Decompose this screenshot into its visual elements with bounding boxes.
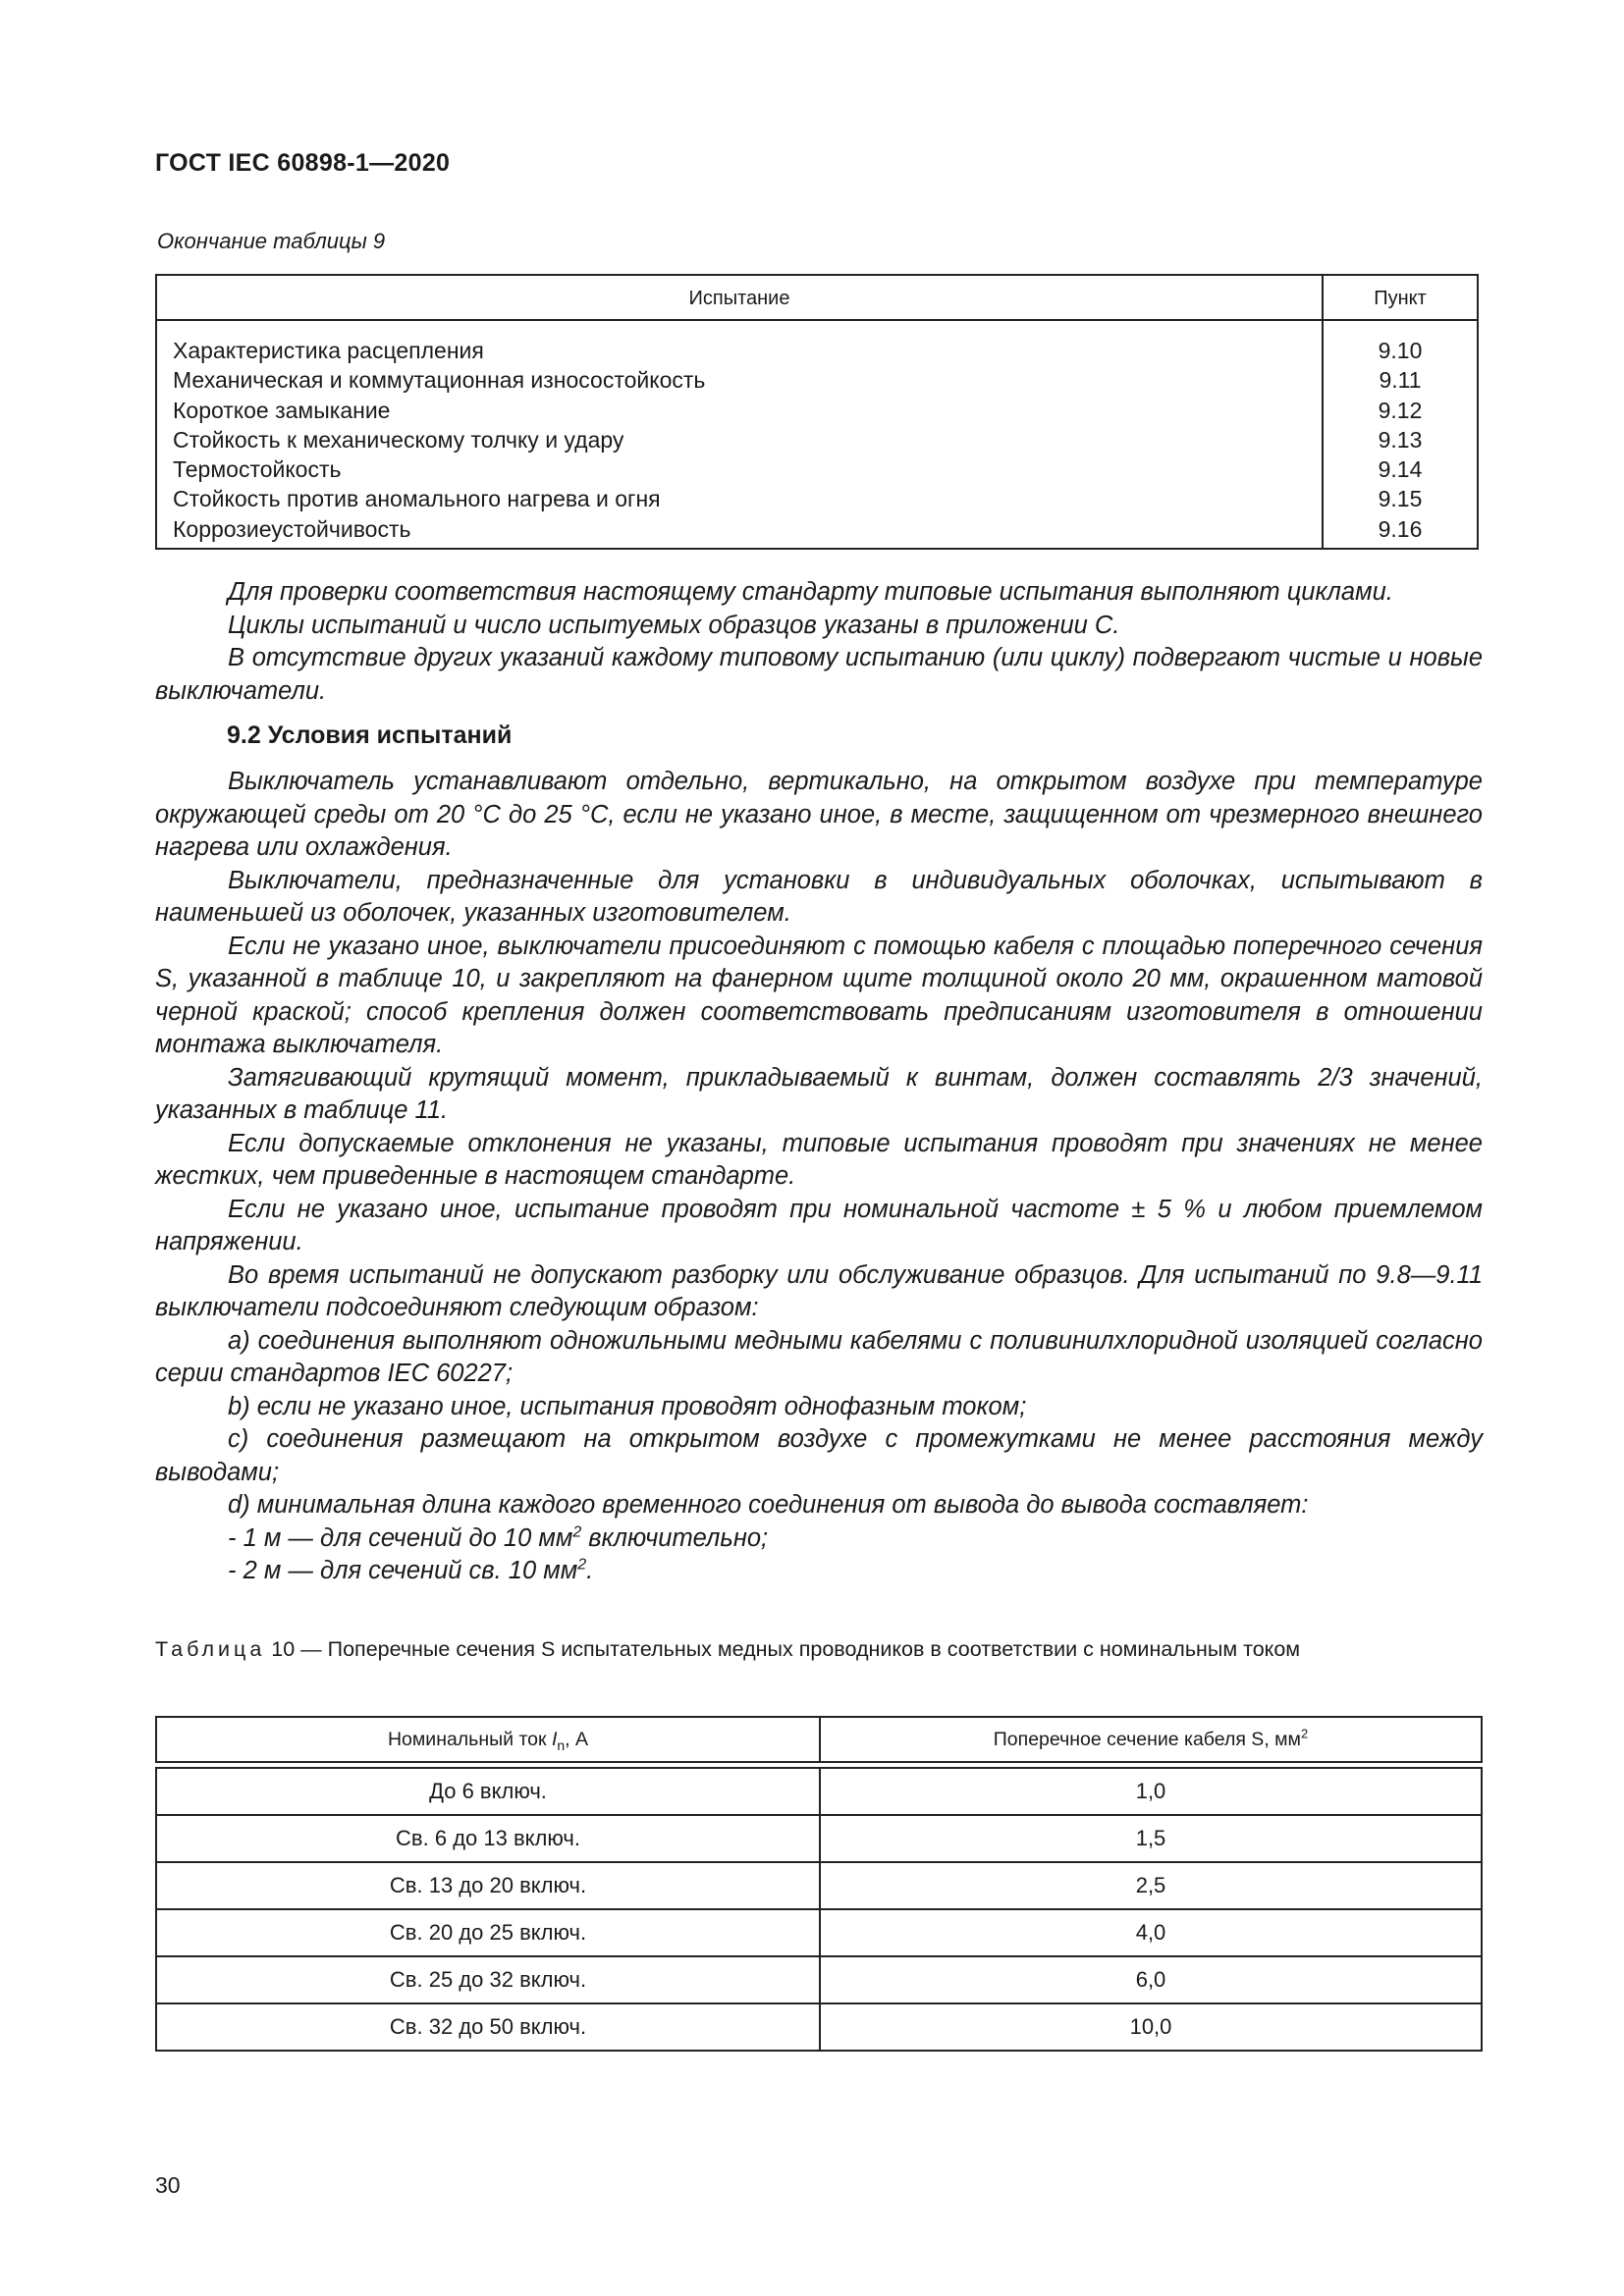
table-row <box>156 1956 1482 2003</box>
table9-row-clause: 9.16 <box>1378 515 1423 542</box>
table10-cell-current: Св. 20 до 25 включ. <box>156 1909 820 1956</box>
table10-cell-current: Св. 25 до 32 включ. <box>156 1956 820 2003</box>
section-heading: 9.2 Условия испытаний <box>227 721 513 749</box>
intro-paragraph-1: Для проверки соответствия настоящему стандарту типовые испытания выполняют циклами. <box>228 578 1393 606</box>
list-item-d1 <box>155 1522 1483 1556</box>
table9-row-clause: 9.12 <box>1378 397 1423 423</box>
table9-caption: Окончание таблицы 9 <box>157 229 386 253</box>
table10-caption-word: Таблица <box>155 1637 266 1661</box>
table9-header-divider <box>157 319 1477 321</box>
table10-header-current <box>156 1717 820 1762</box>
intro-paragraph-3: В отсутствие других указаний каждому типовому испытанию (или циклу) подвергают чистые и новые выключатели. <box>155 644 1483 705</box>
conditions-paragraph-3: Если не указано иное, выключатели присоединяют с помощью кабеля с площадью поперечного сечения S, указанной в таблице 10, и закрепляют на фанерном щите толщиной около 20 мм, окрашенном матовой черной краской; способ крепления должен соответствовать предписаниям изготовителя в отношении монтажа выключателя. <box>155 932 1483 1058</box>
table9-row-name: Механическая и коммутационная износостойкость <box>173 367 706 394</box>
list-item-d: d) минимальная длина каждого временного соединения от вывода до вывода составляет: <box>228 1491 1309 1519</box>
table9-test-names <box>173 336 705 544</box>
list-item-c: c) соединения размещают на открытом воздухе с промежутками не менее расстояния между выводами; <box>155 1425 1483 1486</box>
table10-cell-section: 10,0 <box>820 2003 1482 2051</box>
table-row <box>156 1815 1482 1862</box>
table9-row-name: Стойкость против аномального нагрева и огня <box>173 486 661 512</box>
conditions-paragraph-2: Выключатели, предназначенные для установки в индивидуальных оболочках, испытывают в наименьшей из оболочек, указанных изготовителем. <box>155 866 1483 927</box>
conditions-paragraph-5: Если допускаемые отклонения не указаны, типовые испытания проводят при значениях не менее жестких, чем приведенные в настоящем стандарте. <box>155 1129 1483 1190</box>
table10-header-current-text: Номинальный ток <box>387 1728 552 1750</box>
table9-row-name: Коррозиеустойчивость <box>173 515 411 542</box>
table9-row-name: Термостойкость <box>173 456 342 483</box>
list-item-b: b) если не указано иное, испытания проводят однофазным током; <box>228 1392 1027 1420</box>
table9-row-clause: 9.15 <box>1378 486 1423 512</box>
table9-clauses <box>1324 336 1477 544</box>
list-item-d1-text: - 1 м — для сечений до 10 мм <box>228 1523 573 1552</box>
table10-header-current-unit: , А <box>565 1728 589 1750</box>
table-row <box>156 1768 1482 1815</box>
table-row <box>156 1862 1482 1909</box>
page-number: 30 <box>155 2172 181 2198</box>
table10-cell-current: Св. 13 до 20 включ. <box>156 1862 820 1909</box>
body-text <box>155 576 1483 1588</box>
table9-header-clause: Пункт <box>1374 288 1427 309</box>
table10-header-current-subscript: n <box>557 1736 566 1753</box>
table10-cell-current: До 6 включ. <box>156 1768 820 1815</box>
table10-cell-current: Св. 6 до 13 включ. <box>156 1815 820 1862</box>
list-item-d2 <box>155 1555 1483 1588</box>
table10-caption-text: 10 — Поперечные сечения S испытательных медных проводников в соответствии с номинальным током <box>265 1637 1301 1661</box>
table10-cell-section: 2,5 <box>820 1862 1482 1909</box>
table9 <box>155 274 1479 550</box>
table9-row-name: Короткое замыкание <box>173 397 391 423</box>
table9-row-name: Характеристика расцепления <box>173 338 484 363</box>
table10-cell-current: Св. 32 до 50 включ. <box>156 2003 820 2051</box>
table10-cell-section: 1,0 <box>820 1768 1482 1815</box>
list-item-a: a) соединения выполняют одножильными медными кабелями с поливинилхлоридной изоляцией согласно серии стандартов IEC 60227; <box>155 1326 1483 1387</box>
list-item-d2-superscript: 2 <box>577 1556 587 1574</box>
table10-cell-section: 4,0 <box>820 1909 1482 1956</box>
table-row <box>156 2003 1482 2051</box>
table10-header-section <box>820 1717 1482 1762</box>
table10-header-row <box>156 1717 1482 1762</box>
table10-header-section-text: Поперечное сечение кабеля S, мм <box>993 1728 1301 1750</box>
table10-cell-section: 1,5 <box>820 1815 1482 1862</box>
list-item-d1-suffix: включительно; <box>581 1523 769 1552</box>
intro-paragraph-2: Циклы испытаний и число испытуемых образцов указаны в приложении С. <box>228 611 1120 639</box>
conditions-paragraph-4: Затягивающий крутящий момент, прикладываемый к винтам, должен составлять 2/3 значений, указанных в таблице 11. <box>155 1063 1483 1124</box>
table10 <box>155 1716 1483 2052</box>
table9-header-test: Испытание <box>688 288 790 309</box>
conditions-paragraph-6: Если не указано иное, испытание проводят при номинальной частоте ± 5 % и любом приемлемом напряжении. <box>155 1195 1483 1255</box>
table9-row-clause: 9.11 <box>1379 367 1422 394</box>
table10-caption <box>155 1636 1483 1662</box>
conditions-paragraph-7: Во время испытаний не допускают разборку или обслуживание образцов. Для испытаний по 9.8—9.11 выключатели подсоединяют следующим образом: <box>155 1260 1483 1321</box>
table10-header-section-superscript: 2 <box>1300 1726 1309 1740</box>
table9-row-clause: 9.10 <box>1378 338 1423 363</box>
list-item-d1-superscript: 2 <box>572 1523 582 1540</box>
conditions-paragraph-1: Выключатель устанавливают отдельно, вертикально, на открытом воздухе при температуре окружающей среды от 20 °С до 25 °С, если не указано иное, в месте, защищенном от чрезмерного внешнего нагрева или охлаждения. <box>155 768 1483 861</box>
list-item-d2-suffix: . <box>586 1557 594 1584</box>
table9-row-clause: 9.13 <box>1378 426 1423 453</box>
table9-row-clause: 9.14 <box>1378 456 1423 483</box>
list-item-d2-text: - 2 м — для сечений св. 10 мм <box>228 1557 578 1584</box>
table9-row-name: Стойкость к механическому толчку и удару <box>173 426 624 453</box>
table-row <box>156 1909 1482 1956</box>
table10-header-current-symbol: I <box>551 1728 558 1750</box>
table10-cell-section: 6,0 <box>820 1956 1482 2003</box>
document-header: ГОСТ IEC 60898-1—2020 <box>155 149 451 177</box>
